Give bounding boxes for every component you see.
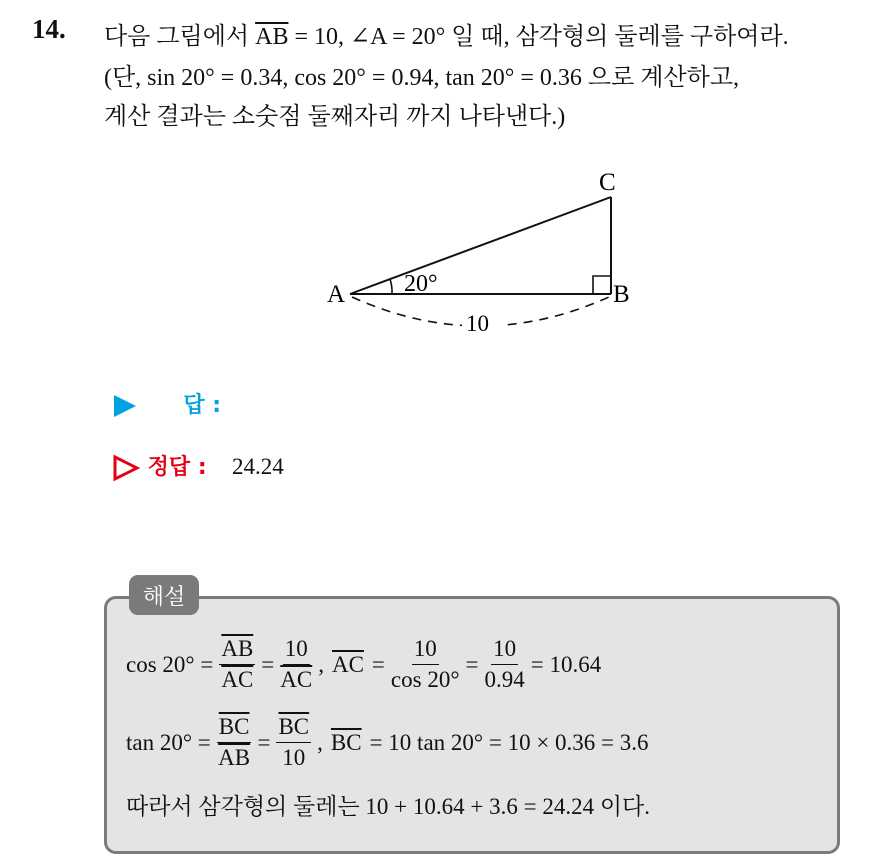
right-angle-mark: [593, 276, 611, 294]
frac-num: $\overline{BC}$: [217, 714, 252, 743]
frac-den: 10: [282, 745, 306, 771]
tan-lhs: tan 20° =: [126, 729, 211, 755]
frac-den: 0.94: [484, 667, 525, 693]
vertex-label-a: A: [327, 281, 346, 308]
solution-line-2: [126, 714, 649, 772]
fraction-10-cos20: [391, 636, 460, 694]
segment-bc: $\overline{BC}$: [330, 729, 362, 755]
frac-den: AC: [221, 667, 254, 693]
answer-label: 답 :: [183, 393, 222, 418]
question-text-cont: = 10, ∠A = 20° 일 때, 삼각형의 둘레를 구하여라.: [288, 24, 789, 50]
vertex-label-b: B: [613, 281, 630, 308]
cos-lhs: cos 20° =: [126, 651, 214, 677]
outline-play-triangle-icon: [112, 454, 140, 482]
correct-answer-label: 정답 :: [147, 455, 207, 480]
question-text: 다음 그림에서: [104, 24, 256, 50]
segment-ac: $\overline{AC}$: [331, 651, 364, 677]
frac-den: cos 20°: [390, 667, 460, 693]
question-number: 14.: [32, 14, 66, 44]
comma: ,: [318, 651, 324, 677]
solution-tab: 해설: [129, 575, 199, 615]
vertex-label-c: C: [599, 169, 616, 196]
fraction-10-ac: [280, 636, 312, 694]
correct-answer-value: 24.24: [231, 454, 284, 479]
frac-den: AC: [280, 667, 313, 693]
ac-result: = 10.64: [530, 651, 602, 677]
fraction-bc-ab: [217, 714, 252, 772]
play-triangle-icon: [112, 393, 138, 419]
fraction-bc-10: [276, 714, 311, 772]
fraction-10-094: [485, 636, 525, 694]
question-line-2: (단, sin 20° = 0.34, cos 20° = 0.94, tan 20° = 0.36 으로 계산하고,: [104, 65, 739, 91]
question-line-3: 계산 결과는 소숫점 둘째자리 까지 나타낸다.): [104, 104, 566, 130]
answer-row: [112, 388, 221, 419]
frac-num: 10: [491, 636, 518, 665]
segment-ab: $\overline{AB}$: [255, 24, 289, 50]
comma: ,: [317, 729, 323, 755]
side-ac: [350, 197, 611, 294]
frac-num: $\overline{AB}$: [219, 636, 255, 665]
angle-label: 20°: [404, 271, 438, 297]
equals: =: [257, 729, 271, 755]
correct-answer-row: [112, 450, 284, 482]
frac-num: 10: [412, 636, 439, 665]
solution-line-1: [126, 636, 601, 694]
angle-arc: [390, 279, 392, 294]
frac-num: 10: [283, 636, 310, 665]
equals: =: [371, 651, 385, 677]
bc-result: = 10 tan 20° = 10 × 0.36 = 3.6: [369, 729, 649, 755]
side-length-label: 10: [466, 311, 489, 336]
equals: =: [261, 651, 275, 677]
solution-line-3: 따라서 삼각형의 둘레는 10 + 10.64 + 3.6 = 24.24 이다.: [126, 794, 651, 819]
frac-den: AB: [218, 745, 251, 771]
equals: =: [465, 651, 479, 677]
fraction-ab-ac: [219, 636, 255, 694]
triangle-figure: [0, 0, 884, 360]
frac-num: $\overline{BC}$: [276, 714, 311, 743]
